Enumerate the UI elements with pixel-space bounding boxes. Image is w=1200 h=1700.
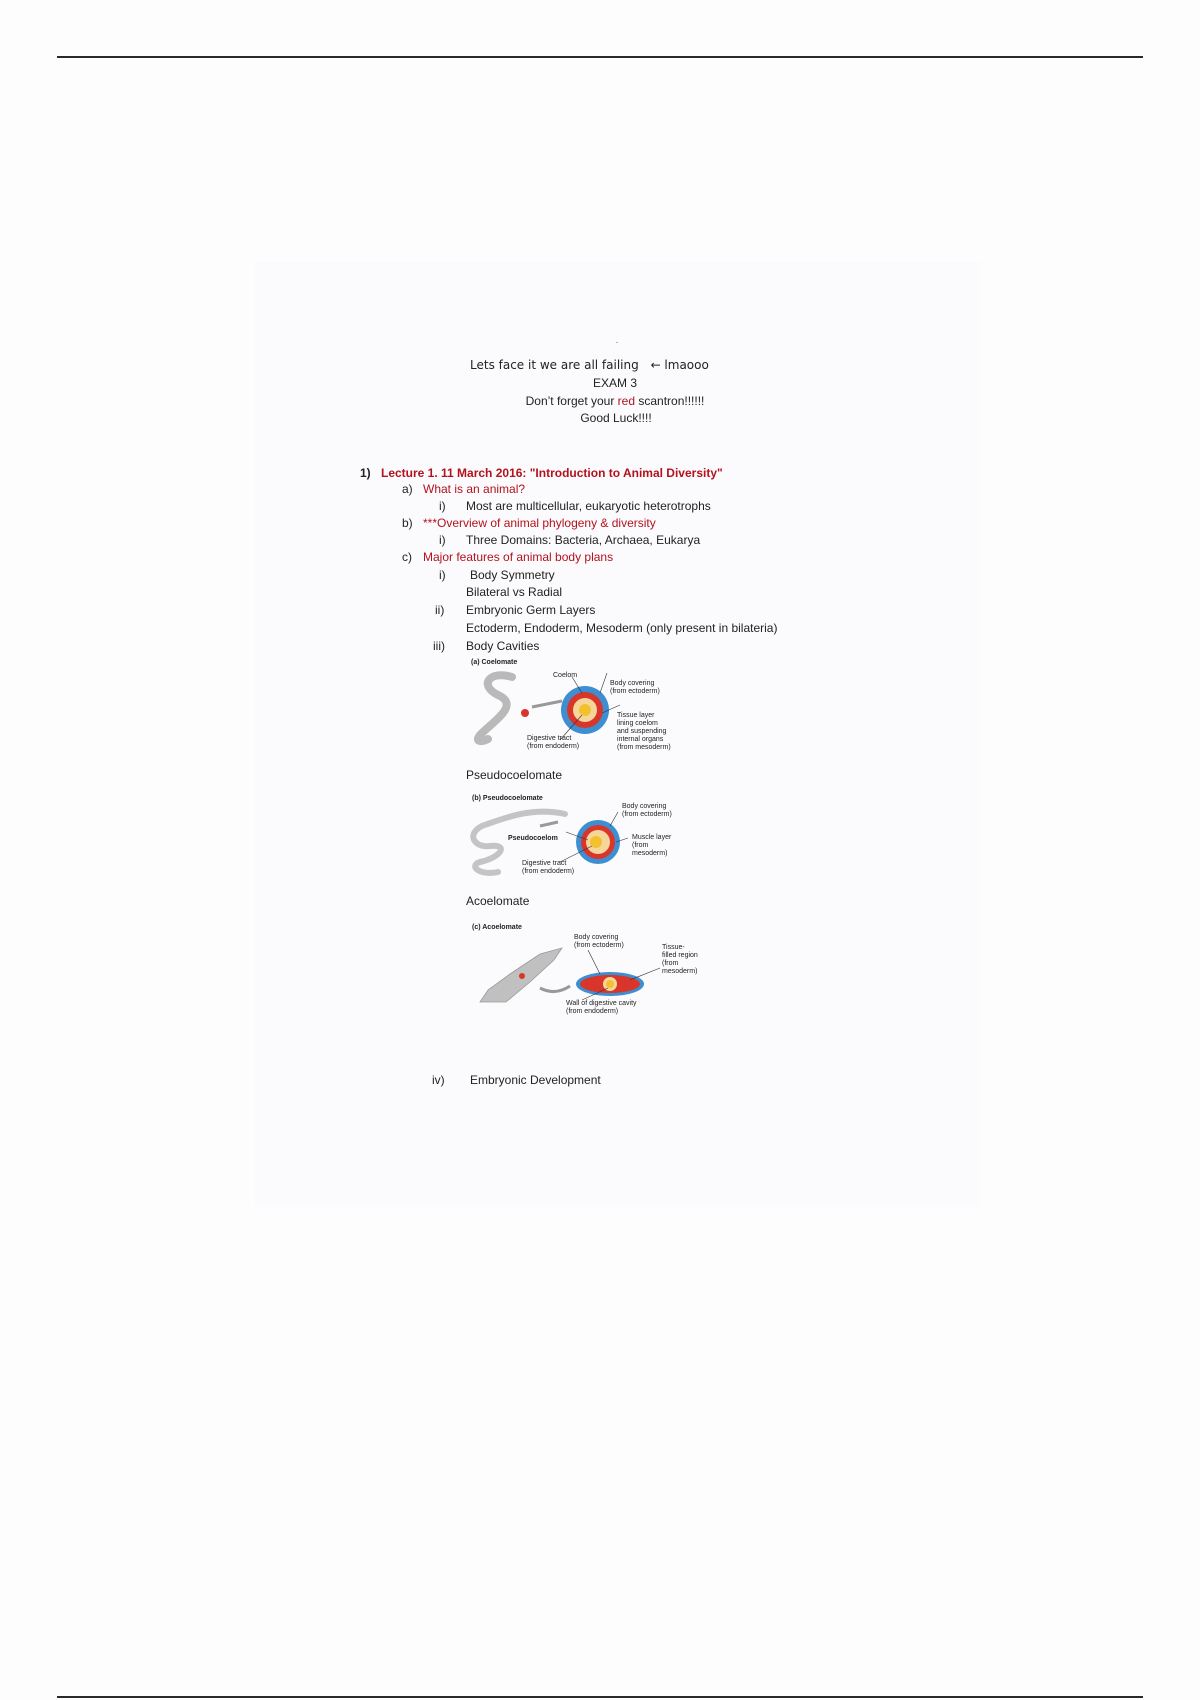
label-wall-c [566, 1000, 637, 1016]
arrow [540, 822, 558, 826]
outline-c-iv-marker: iv) [432, 1073, 445, 1087]
label-line: filled region [662, 952, 698, 959]
label-digestive-b [522, 860, 574, 876]
label-line: internal organs [617, 736, 664, 743]
label-body-covering-a [610, 680, 660, 696]
label-line: (from ectoderm) [610, 688, 660, 695]
figure-pseudocoelomate-title: (b) Pseudocoelomate [472, 795, 543, 802]
label-line: Tissue- [662, 944, 685, 951]
label-pseudocoelom: Pseudocoelom [508, 835, 558, 842]
outline-c-i-marker: i) [439, 568, 446, 582]
label-line: (from [632, 842, 649, 849]
figure-acoelomate-title: (c) Acoelomate [472, 924, 522, 931]
worm-shape [478, 675, 512, 741]
arrow [540, 986, 570, 992]
outline-a-title: What is an animal? [423, 482, 526, 496]
acoelomate-label: Acoelomate [466, 894, 530, 908]
outline-l1-title: Lecture 1. 11 March 2016: "Introduction to Animal Diversity" [381, 466, 723, 480]
leader-line [610, 812, 618, 826]
header-joke-note: ← lmaooo [650, 358, 709, 372]
label-line: (from [662, 960, 679, 967]
label-digestive-a [527, 735, 579, 751]
header-dot: · [615, 338, 619, 347]
label-muscle-b [632, 834, 671, 858]
label-tissue-layer-a [617, 712, 671, 752]
label-line: Digestive tract [527, 735, 572, 742]
leader-line [600, 673, 607, 693]
label-line: (from endoderm) [527, 743, 580, 750]
label-line: (from ectoderm) [622, 811, 672, 818]
outline-c-ii-text: Embryonic Germ Layers [466, 603, 596, 617]
pseudocoelomate-label: Pseudocoelomate [466, 768, 563, 782]
scantron-reminder [526, 394, 705, 408]
label-line: lining coelom [617, 720, 658, 727]
outline-b-i-marker: i) [439, 533, 446, 547]
header-joke-text: Lets face it we are all failing [470, 358, 639, 372]
outline-b-marker: b) [402, 516, 413, 530]
label-line: mesoderm) [632, 850, 668, 857]
outline-l1-number: 1) [360, 466, 371, 480]
outline-a-marker: a) [402, 482, 413, 496]
gut-endoderm [579, 704, 591, 716]
outline-c-i-sub: Bilateral vs Radial [466, 585, 563, 599]
scantron-pre: Don’t forget your [525, 394, 618, 408]
exam-title: EXAM 3 [592, 376, 638, 390]
label-line: Tissue layer [617, 712, 655, 719]
label-line: Muscle layer [632, 834, 672, 841]
outline-c-marker: c) [402, 550, 412, 564]
flatworm-section-marker [519, 973, 525, 979]
arrow [532, 701, 562, 707]
scantron-post: scantron!!!!!! [635, 394, 705, 408]
label-body-covering-c [574, 934, 624, 950]
label-line: (from endoderm) [522, 868, 575, 875]
label-line: Body covering [574, 934, 619, 941]
outline-c-iii-marker: iii) [433, 639, 445, 653]
footer-rule [57, 1696, 1143, 1698]
label-line: (from endoderm) [566, 1008, 619, 1015]
label-line: Wall of digestive cavity [566, 1000, 637, 1007]
outline-b-i-text: Three Domains: Bacteria, Archaea, Eukarya [466, 533, 701, 547]
outline-a-i-text: Most are multicellular, eukaryotic heterotrophs [466, 499, 711, 513]
scantron-red-word: red [617, 394, 636, 408]
gut-endoderm [606, 980, 614, 988]
label-line: Body covering [610, 680, 655, 687]
outline-c-i-text: Body Symmetry [470, 568, 555, 582]
header-line-joke [470, 358, 709, 372]
outline-c-iv-text: Embryonic Development [470, 1073, 601, 1087]
outline-c-ii-sub: Ectoderm, Endoderm, Mesoderm (only present in bilateria) [466, 621, 778, 635]
worm-cross-section-marker [521, 709, 529, 717]
label-body-covering-b [622, 803, 672, 819]
outline-c-ii-marker: ii) [435, 603, 445, 617]
label-line: mesoderm) [662, 968, 698, 975]
outline-a-i-marker: i) [439, 499, 446, 513]
leader-line [588, 950, 600, 974]
label-coelom: Coelom [553, 672, 578, 679]
outline-c-title: Major features of animal body plans [423, 550, 614, 564]
header-rule [57, 56, 1143, 58]
leader-line [630, 968, 660, 980]
label-line: and suspending [617, 728, 667, 735]
outline-b-title: ***Overview of animal phylogeny & diversity [423, 516, 656, 530]
label-line: (from ectoderm) [574, 942, 624, 949]
label-line: Digestive tract [522, 860, 567, 867]
label-line: Body covering [622, 803, 667, 810]
label-line: (from mesoderm) [617, 744, 671, 751]
outline-c-iii-text: Body Cavities [466, 639, 540, 653]
figure-coelomate-title: (a) Coelomate [471, 659, 518, 666]
label-tissue-c [662, 944, 698, 976]
good-luck: Good Luck!!!! [580, 411, 652, 425]
